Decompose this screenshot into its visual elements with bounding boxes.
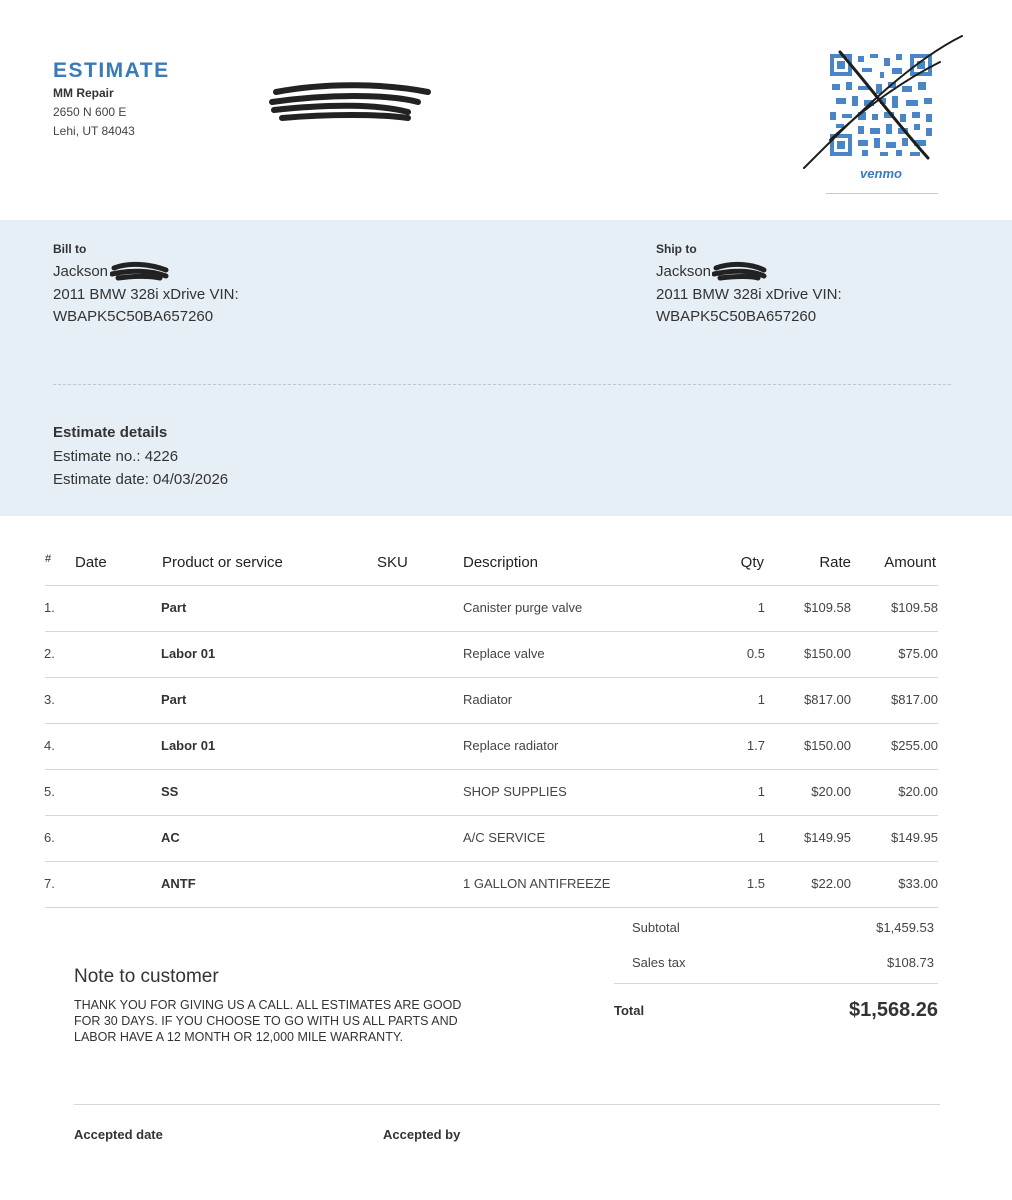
- row-qty: 1: [757, 784, 765, 799]
- note-body: [74, 997, 504, 1045]
- venmo-divider: [826, 193, 938, 194]
- bill-to-vin: WBAPK5C50BA657260: [53, 308, 214, 325]
- row-rate: $817.00: [804, 692, 851, 707]
- row-qty: 1.7: [746, 738, 765, 753]
- table-row: [0, 724, 1012, 770]
- sales-tax-label: Sales tax: [632, 955, 686, 970]
- estimate-number: Estimate no.: 4226: [53, 448, 179, 465]
- row-number: 2.: [44, 646, 55, 661]
- col-header-date: Date: [75, 554, 107, 571]
- table-row: [0, 632, 1012, 678]
- row-amount: $255.00: [891, 738, 938, 753]
- table-row: [0, 678, 1012, 724]
- estimate-date: Estimate date: 04/03/2026: [53, 471, 229, 488]
- col-header-description: Description: [463, 554, 539, 571]
- row-product: Labor 01: [161, 738, 216, 753]
- acceptance-divider: [74, 1104, 940, 1105]
- row-number: 6.: [44, 830, 55, 845]
- row-qty: 1: [757, 600, 765, 615]
- row-description: Radiator: [463, 692, 513, 707]
- total-label: Total: [614, 1003, 645, 1018]
- company-address-line1: 2650 N 600 E: [53, 105, 127, 119]
- col-header-product: Product or service: [162, 554, 283, 571]
- row-number: 1.: [44, 600, 55, 615]
- venmo-qr-code: [800, 32, 966, 172]
- sales-tax-value: $108.73: [887, 955, 934, 970]
- row-number: 5.: [44, 784, 55, 799]
- bill-to-vehicle: 2011 BMW 328i xDrive VIN:: [53, 286, 239, 303]
- ship-to-vehicle: 2011 BMW 328i xDrive VIN:: [656, 286, 842, 303]
- row-qty: 0.5: [746, 646, 765, 661]
- accepted-date-label: Accepted date: [74, 1127, 163, 1142]
- note-title: Note to customer: [74, 966, 219, 987]
- row-description: A/C SERVICE: [463, 830, 546, 845]
- row-rate: $109.58: [804, 600, 851, 615]
- section-divider: [53, 384, 951, 385]
- row-product: SS: [161, 784, 179, 799]
- col-header-num: #: [45, 553, 52, 565]
- col-header-amount: Amount: [884, 554, 936, 571]
- row-number: 4.: [44, 738, 55, 753]
- ship-to-name: Jackson: [656, 263, 712, 280]
- subtotal-label: Subtotal: [632, 920, 680, 935]
- row-qty: 1: [757, 692, 765, 707]
- row-amount: $33.00: [898, 876, 938, 891]
- row-rate: $150.00: [804, 646, 851, 661]
- row-rate: $22.00: [811, 876, 851, 891]
- row-description: SHOP SUPPLIES: [463, 784, 567, 799]
- row-product: Part: [161, 692, 187, 707]
- col-header-qty: Qty: [740, 554, 764, 571]
- company-name: MM Repair: [53, 86, 114, 100]
- col-header-rate: Rate: [819, 554, 851, 571]
- table-row: [0, 816, 1012, 862]
- row-product: Labor 01: [161, 646, 216, 661]
- table-row: [0, 862, 1012, 908]
- subtotal-value: $1,459.53: [876, 920, 934, 935]
- row-rate: $20.00: [811, 784, 851, 799]
- row-description: 1 GALLON ANTIFREEZE: [463, 876, 611, 891]
- redaction-scribble: [110, 260, 170, 282]
- ship-to-label: Ship to: [656, 242, 697, 256]
- row-product: AC: [161, 830, 180, 845]
- row-rate: $150.00: [804, 738, 851, 753]
- company-address-line2: Lehi, UT 84043: [53, 124, 135, 138]
- ship-to-vin: WBAPK5C50BA657260: [656, 308, 817, 325]
- row-amount: $20.00: [898, 784, 938, 799]
- row-amount: $817.00: [891, 692, 938, 707]
- row-product: Part: [161, 600, 187, 615]
- row-amount: $149.95: [891, 830, 938, 845]
- row-description: Replace radiator: [463, 738, 559, 753]
- row-number: 3.: [44, 692, 55, 707]
- row-amount: $109.58: [891, 600, 938, 615]
- row-number: 7.: [44, 876, 55, 891]
- note-line: FOR 30 DAYS. IF YOU CHOOSE TO GO WITH US ALL PARTS AND: [74, 1014, 458, 1028]
- bill-to-name: Jackson: [53, 263, 109, 280]
- row-divider: [45, 907, 938, 908]
- row-description: Replace valve: [463, 646, 545, 661]
- row-amount: $75.00: [898, 646, 938, 661]
- venmo-logo-text: venmo: [860, 166, 902, 181]
- redaction-scribble: [712, 260, 768, 282]
- bill-to-label: Bill to: [53, 242, 87, 256]
- row-description: Canister purge valve: [463, 600, 583, 615]
- estimate-details-heading: Estimate details: [53, 424, 168, 441]
- row-product: ANTF: [161, 876, 196, 891]
- row-qty: 1.5: [746, 876, 765, 891]
- accepted-by-label: Accepted by: [383, 1127, 461, 1142]
- document-title: ESTIMATE: [53, 59, 170, 82]
- col-header-sku: SKU: [377, 554, 408, 571]
- row-rate: $149.95: [804, 830, 851, 845]
- table-row: [0, 586, 1012, 632]
- totals-divider: [614, 983, 938, 984]
- note-line: LABOR HAVE A 12 MONTH OR 12,000 MILE WARRANTY.: [74, 1030, 404, 1044]
- table-row: [0, 770, 1012, 816]
- redaction-scribble: [268, 80, 434, 126]
- note-line: THANK YOU FOR GIVING US A CALL. ALL ESTIMATES ARE GOOD: [74, 998, 462, 1012]
- total-value: $1,568.26: [849, 999, 938, 1021]
- row-qty: 1: [757, 830, 765, 845]
